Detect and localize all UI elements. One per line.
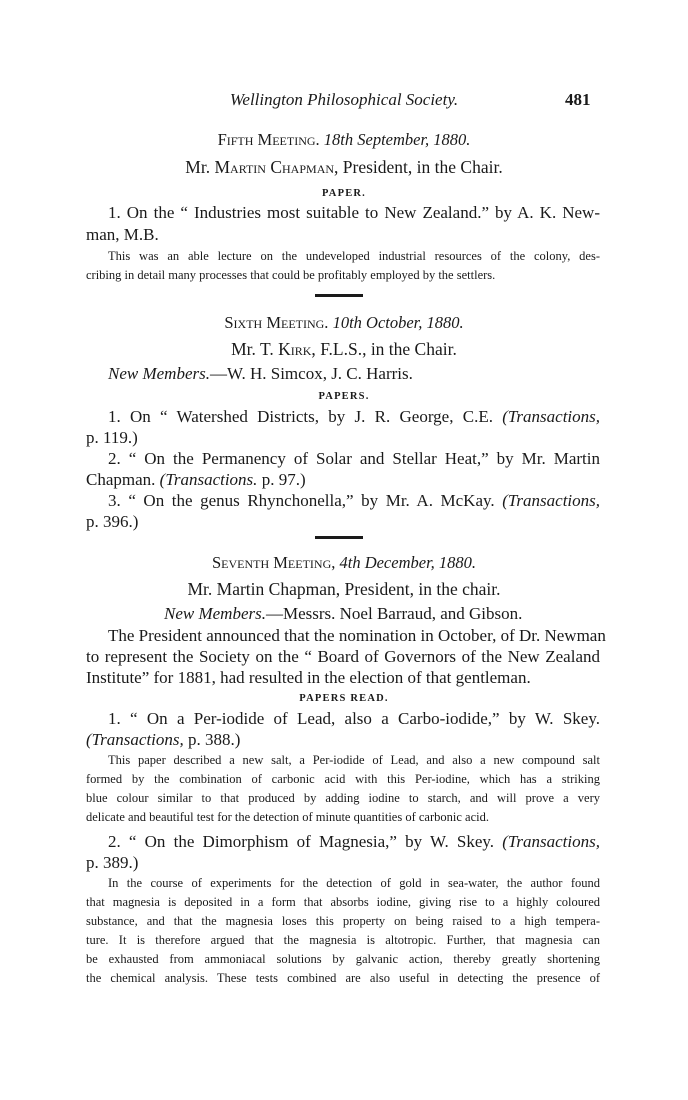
sixth-paper-1-line-1: 1. On “ Watershed Districts, by J. R. George, C.E. (Transactions,	[108, 407, 601, 426]
seventh-paper-2-desc-2: that magnesia is deposited in a form that absorbs iodine, giving rise to a highly coloured	[86, 895, 600, 909]
fifth-meeting-date: 18th September, 1880.	[323, 130, 471, 149]
seventh-announce-line-2: to represent the Society on the “ Board of Governors of the New Zealand	[86, 647, 600, 666]
running-header: Wellington Philosophical Society.	[229, 90, 459, 109]
fifth-desc-line-1: This was an able lecture on the undeveloped industrial resources of the colony, des-	[108, 249, 600, 263]
sixth-paper-3-line-2: p. 396.)	[86, 512, 139, 531]
fifth-paper-1-line-2: man, M.B.	[86, 225, 159, 244]
seventh-papers-label: PAPERS READ.	[299, 693, 389, 704]
fifth-meeting-title: Fifth Meeting.	[217, 130, 320, 149]
section-divider-2	[315, 536, 363, 539]
fifth-meeting-heading	[0, 130, 688, 150]
seventh-paper-2-desc-1: In the course of experiments for the detection of gold in sea-water, the author found	[108, 876, 600, 890]
seventh-paper-1-desc-4: delicate and beautiful test for the detection of minute quantities of carbonic acid.	[86, 810, 489, 824]
seventh-meeting-chair: Mr. Martin Chapman, President, in the chair.	[187, 579, 501, 599]
seventh-paper-2-desc-4: ture. It is therefore argued that the magnesia is altotropic. Further, that magnesia can	[86, 933, 600, 947]
sixth-meeting-date: 10th October, 1880.	[332, 313, 464, 332]
sixth-paper-3-line-1: 3. “ On the genus Rhynchonella,” by Mr. A. McKay. (Transactions,	[108, 491, 601, 510]
fifth-paper-1-line-1: 1. On the “ Industries most suitable to New Zealand.” by A. K. New-	[108, 203, 600, 222]
seventh-meeting-title: Seventh Meeting,	[211, 553, 336, 572]
sixth-paper-2-line-2: Chapman. (Transactions. p. 97.)	[86, 470, 306, 489]
seventh-announce-line-3: Institute” for 1881, had resulted in the election of that gentleman.	[86, 668, 531, 687]
seventh-paper-1-desc-2: formed by the combination of carbonic acid with this Per-iodine, which has a striking	[86, 772, 600, 786]
seventh-paper-1-line-2: (Transactions, p. 388.)	[86, 730, 241, 749]
seventh-paper-1-desc-3: blue colour similar to that produced by adding iodine to starch, and will prove a very	[86, 791, 600, 805]
seventh-new-members: New Members.—Messrs. Noel Barraud, and Gibson.	[164, 604, 523, 623]
seventh-meeting-heading	[0, 553, 688, 573]
seventh-meeting-date: 4th December, 1880.	[339, 553, 477, 572]
seventh-paper-2-line-2: p. 389.)	[86, 853, 139, 872]
sixth-meeting-title: Sixth Meeting.	[224, 313, 329, 332]
seventh-announce-line-1: The President announced that the nomination in October, of Dr. Newman	[108, 626, 606, 645]
fifth-desc-line-2: cribing in detail many processes that could be profitably employed by the settlers.	[86, 268, 496, 282]
seventh-paper-2-line-1: 2. “ On the Dimorphism of Magnesia,” by W. Skey. (Transactions,	[108, 832, 600, 851]
sixth-meeting-chair: Mr. T. Kirk, F.L.S., in the Chair.	[231, 339, 457, 359]
sixth-meeting-heading	[0, 313, 688, 333]
sixth-paper-1-line-2: p. 119.)	[86, 428, 138, 447]
seventh-paper-2-desc-3: substance, and that the magnesia loses this property on being raised to a high tempera-	[86, 914, 600, 928]
section-divider-1	[315, 294, 363, 297]
page-number: 481	[565, 90, 591, 109]
seventh-paper-1-line-1: 1. “ On a Per-iodide of Lead, also a Carbo-iodide,” by W. Skey.	[108, 709, 600, 728]
seventh-paper-2-desc-5: be exhausted from ammoniacal solutions by galvanic action, thereby greatly shortening	[86, 952, 600, 966]
fifth-papers-label: PAPER.	[321, 188, 367, 199]
seventh-paper-2-desc-6: the chemical analysis. These tests combined are also useful in detecting the presence of	[86, 971, 600, 985]
fifth-meeting-chair: Mr. Martin Chapman, President, in the Chair.	[185, 157, 503, 177]
sixth-paper-2-line-1: 2. “ On the Permanency of Solar and Stellar Heat,” by Mr. Martin	[108, 449, 600, 468]
sixth-new-members: New Members.—W. H. Simcox, J. C. Harris.	[108, 364, 413, 383]
sixth-papers-label: PAPERS.	[318, 391, 370, 402]
seventh-paper-1-desc-1: This paper described a new salt, a Per-iodide of Lead, and also a new compound salt	[108, 753, 600, 767]
